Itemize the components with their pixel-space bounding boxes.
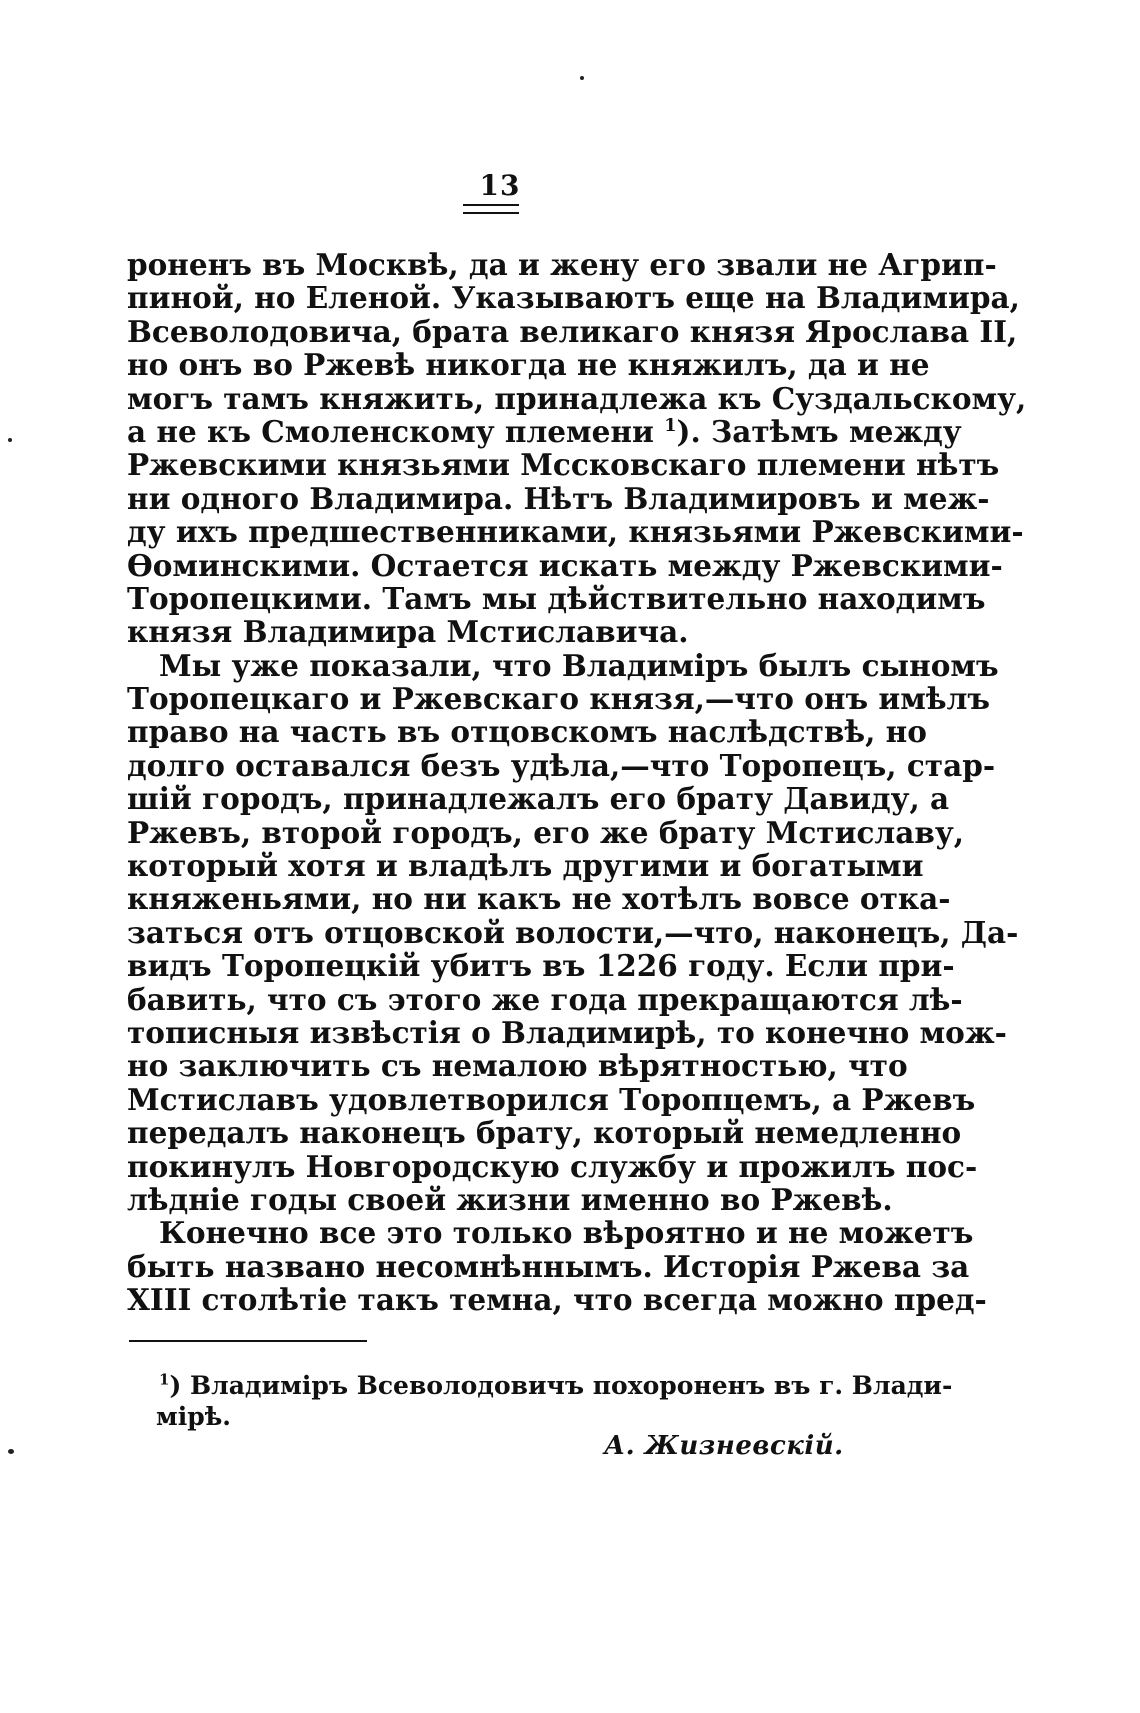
text-line: тописныя извѣстія о Владимирѣ, то конечно мож- — [127, 1014, 1007, 1050]
text-line: Всеволодовича, брата великаго князя Ярослава II, — [127, 313, 1018, 349]
scan-speck — [8, 438, 12, 442]
text-fragment: а не къ Смоленскому племени — [127, 413, 654, 449]
text-line: пиной, но Еленой. Указываютъ еще на Владимира, — [127, 280, 1020, 316]
footnote-line: мірѣ. — [156, 1402, 231, 1431]
text-line: бавить, что съ этого же года прекращаются лѣ- — [127, 981, 963, 1017]
text-line: Торопецкаго и Ржевскаго князя,—что онъ имѣлъ — [127, 681, 991, 717]
text-line: передалъ наконецъ брату, который немедленно — [127, 1115, 962, 1151]
text-line: Ржевскими князьями Мссковскаго племени нѣтъ — [127, 447, 1000, 483]
main-text — [127, 247, 1027, 1318]
footnote-line — [159, 1370, 953, 1401]
scan-speck — [580, 76, 584, 80]
footnote-separator — [129, 1340, 367, 1342]
footnote — [156, 1370, 953, 1432]
text-line: ни одного Владимира. Нѣтъ Владимировъ и меж- — [127, 480, 990, 516]
text-line: но онъ во Ржевѣ никогда не княжилъ, да и не — [127, 347, 930, 383]
text-line: Ржевъ, второй городъ, его же брату Мстиславу, — [127, 814, 964, 850]
text-fragment: ). Затѣмъ между — [676, 413, 962, 449]
text-line: Торопецкими. Тамъ мы дѣйствительно находимъ — [127, 580, 986, 616]
page-number-rule — [463, 204, 519, 214]
footnote-reference: 1 — [664, 415, 677, 437]
footnote-marker: 1 — [159, 1370, 170, 1389]
text-line: XIII столѣтіе такъ темна, что всегда можно пред- — [127, 1282, 987, 1318]
text-line: но заключить съ немалою вѣрятностью, что — [127, 1048, 908, 1084]
text-line: долго оставался безъ удѣла,—что Торопецъ, стар- — [127, 747, 996, 783]
text-line: могъ тамъ княжить, принадлежа къ Суздальскому, — [127, 380, 1027, 416]
text-line: покинулъ Новгородскую службу и прожилъ пос- — [127, 1148, 978, 1184]
footnote-text: ) Владиміръ Всеволодовичъ похороненъ въ г. Влади- — [169, 1371, 953, 1400]
author-signature: А. Жизневскій. — [604, 1431, 844, 1461]
scan-speck — [8, 1449, 14, 1454]
text-line: Ѳоминскими. Остается искать между Ржевскими- — [127, 547, 1003, 583]
text-line: роненъ въ Москвѣ, да и жену его звали не Агрип- — [127, 247, 997, 282]
text-line: видъ Торопецкій убитъ въ 1226 году. Если при- — [127, 948, 955, 984]
text-line: Мы уже показали, что Владиміръ былъ сыномъ — [159, 647, 999, 683]
text-line: который хотя и владѣлъ другими и богатыми — [127, 848, 924, 884]
page-number: 13 — [479, 169, 521, 202]
text-line: ду ихъ предшественниками, князьями Ржевскими- — [127, 514, 1024, 550]
text-line: быть названо несомнѣннымъ. Исторія Ржева за — [127, 1248, 970, 1284]
text-line: Мстиславъ удовлетворился Торопцемъ, а Ржевъ — [127, 1081, 976, 1117]
text-line: Конечно все это только вѣроятно и не можетъ — [159, 1215, 974, 1251]
text-line: лѣдніе годы своей жизни именно во Ржевѣ. — [127, 1181, 893, 1217]
text-line: шій городъ, принадлежалъ его брату Давиду, а — [127, 781, 950, 817]
text-line: князя Владимира Мстиславича. — [127, 614, 689, 650]
text-line: княженьями, но ни какъ не хотѣлъ вовсе отка- — [127, 881, 951, 917]
text-line: заться отъ отцовской волости,—что, наконецъ, Да- — [127, 914, 1019, 950]
text-line-with-footnote-ref — [127, 413, 962, 449]
text-line: право на часть въ отцовскомъ наслѣдствѣ, но — [127, 714, 927, 750]
